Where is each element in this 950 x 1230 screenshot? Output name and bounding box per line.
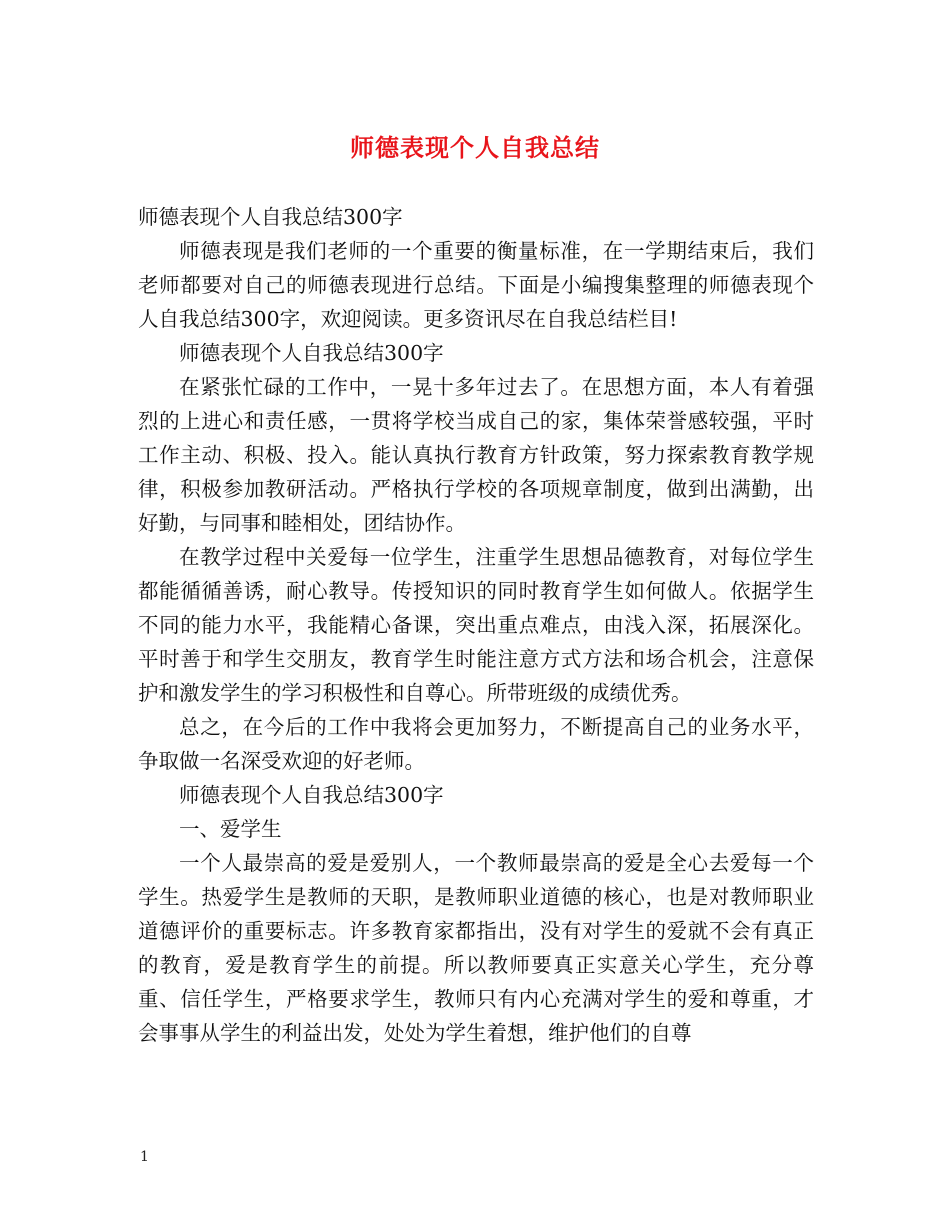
paragraph-heading-2: 师德表现个人自我总结300字	[179, 783, 444, 807]
paragraph-section-heading: 一、爱学生	[179, 817, 282, 841]
paragraph-body: 总之，在今后的工作中我将会更加努力，不断提高自己的业务水平，争取做一名深受欢迎的好老师。	[138, 715, 814, 773]
paragraph-body: 在教学过程中关爱每一位学生，注重学生思想品德教育，对每位学生都能循循善诱，耐心教导。传授知识的同时教育学生如何做人。依据学生不同的能力水平，我能精心备课，突出重点难点，由浅入深，拓展深化。平时善于和学生交朋友，教育学生时能注意方式方法和场合机会，注意保护和激发学生的学习积极性和自尊心。所带班级的成绩优秀。	[138, 545, 814, 705]
paragraph-subtitle: 师德表现个人自我总结300字	[138, 205, 403, 229]
paragraph-heading-1: 师德表现个人自我总结300字	[179, 341, 444, 365]
document-title: 师德表现个人自我总结	[350, 133, 600, 162]
paragraph-intro: 师德表现是我们老师的一个重要的衡量标准，在一学期结束后，我们老师都要对自己的师德表现进行总结。下面是小编搜集整理的师德表现个人自我总结300字，欢迎阅读。更多资讯尽在自我总结栏目!	[138, 239, 814, 331]
paragraph-body: 在紧张忙碌的工作中，一晃十多年过去了。在思想方面，本人有着强烈的上进心和责任感，一贯将学校当成自己的家，集体荣誉感较强，平时工作主动、积极、投入。能认真执行教育方针政策，努力探索教育教学规律，积极参加教研活动。严格执行学校的各项规章制度，做到出满勤，出好勤，与同事和睦相处，团结协作。	[138, 375, 814, 535]
page-number: 1	[140, 1149, 149, 1165]
document-body	[138, 200, 814, 1050]
paragraph-body: 一个人最崇高的爱是爱别人，一个教师最崇高的爱是全心去爱每一个学生。热爱学生是教师的天职，是教师职业道德的核心，也是对教师职业道德评价的重要标志。许多教育家都指出，没有对学生的爱就不会有真正的教育，爱是教育学生的前提。所以教师要真正实意关心学生，充分尊重、信任学生，严格要求学生，教师只有内心充满对学生的爱和尊重，才会事事从学生的利益出发，处处为学生着想，维护他们的自尊	[138, 851, 814, 1045]
